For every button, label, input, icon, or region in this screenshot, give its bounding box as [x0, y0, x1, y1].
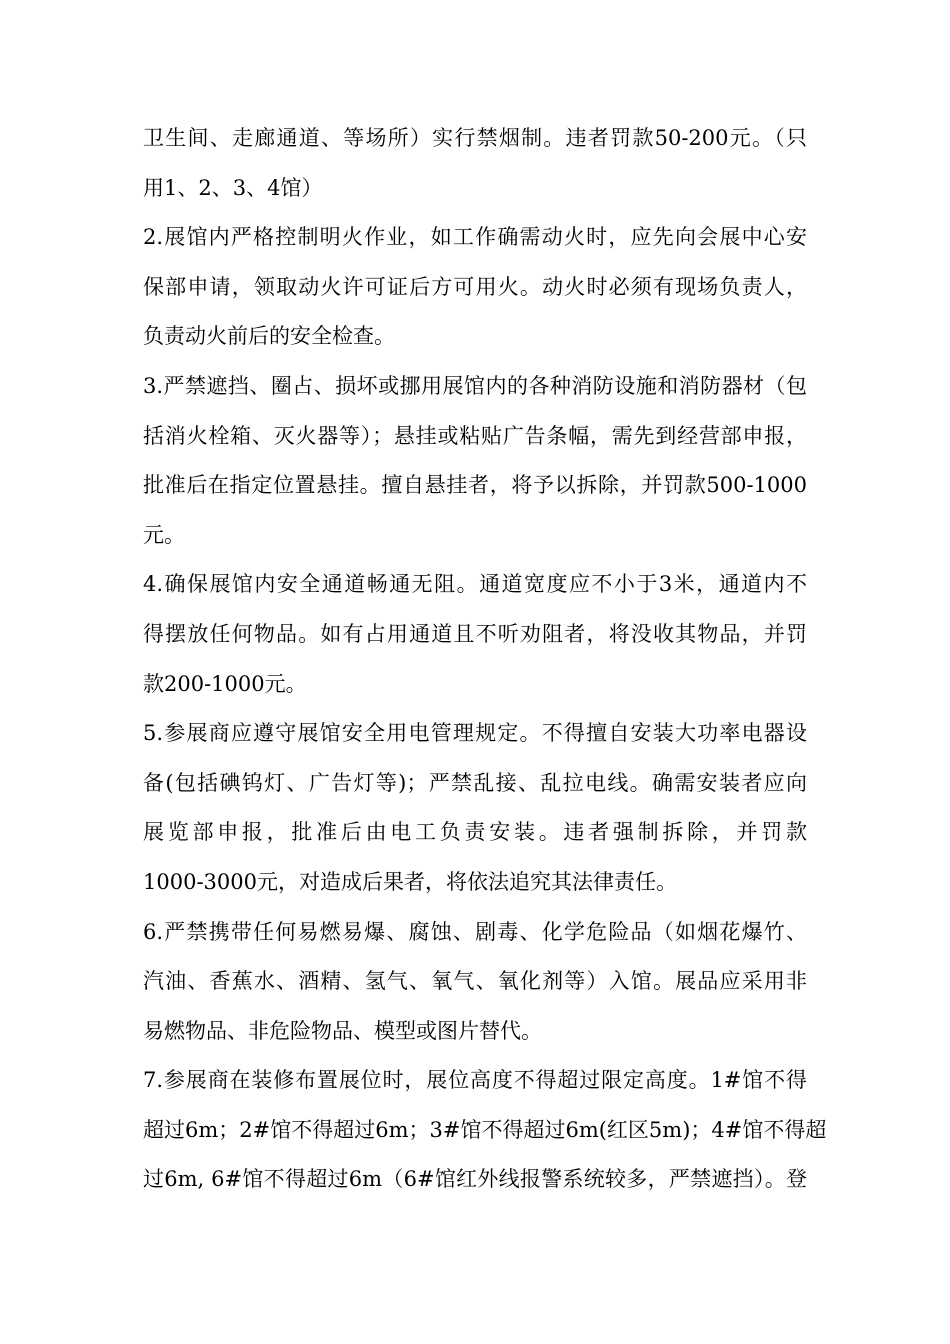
text-line: 元。	[143, 522, 185, 547]
text-line: 负责动火前后的安全检查。	[143, 324, 395, 349]
text-line: 3.严禁遮挡、圈占、损坏或挪用展馆内的各种消防设施和消防器材（包	[143, 373, 807, 398]
text-line: 备(包括碘钨灯、广告灯等)；严禁乱接、乱拉电线。确需安装者应向	[143, 770, 807, 795]
text-line: 款200-1000元。	[143, 671, 307, 696]
text-line: 6.严禁携带任何易燃易爆、腐蚀、剧毒、化学危险品（如烟花爆竹、	[143, 919, 807, 944]
text-line: 1000-3000元，对造成后果者，将依法追究其法律责任。	[143, 869, 677, 894]
text-line: 汽油、香蕉水、酒精、氢气、氧气、氧化剂等）入馆。展品应采用非	[143, 969, 807, 994]
text-line: 4.确保展馆内安全通道畅通无阻。通道宽度应不小于3米，通道内不	[143, 572, 807, 597]
text-line: 展览部申报，批准后由电工负责安装。违者强制拆除，并罚款	[143, 820, 807, 845]
text-line: 5.参展商应遵守展馆安全用电管理规定。不得擅自安装大功率电器设	[143, 721, 807, 746]
text-line: 批准后在指定位置悬挂。擅自悬挂者，将予以拆除，并罚款500-1000	[143, 473, 807, 498]
document-body	[143, 114, 827, 1205]
text-line: 保部申请，领取动火许可证后方可用火。动火时必须有现场负责人，	[143, 274, 807, 299]
text-line: 得摆放任何物品。如有占用通道且不听劝阻者，将没收其物品，并罚	[143, 621, 807, 646]
text-line: 超过6m；2#馆不得超过6m；3#馆不得超过6m(红区5m)；4#馆不得超	[143, 1117, 827, 1142]
text-line: 2.展馆内严格控制明火作业，如工作确需动火时，应先向会展中心安	[143, 225, 807, 250]
text-line: 易燃物品、非危险物品、模型或图片替代。	[143, 1018, 542, 1043]
text-line: 过6m, 6#馆不得超过6m（6#馆红外线报警系统较多，严禁遮挡）。登	[143, 1167, 807, 1192]
text-line: 7.参展商在装修布置展位时，展位高度不得超过限定高度。1#馆不得	[143, 1068, 807, 1093]
text-line: 用1、2、3、4馆）	[143, 175, 323, 200]
text-line: 括消火栓箱、灭火器等）；悬挂或粘贴广告条幅，需先到经营部申报，	[143, 423, 807, 448]
text-line: 卫生间、走廊通道、等场所）实行禁烟制。违者罚款50-200元。（只	[143, 126, 807, 150]
